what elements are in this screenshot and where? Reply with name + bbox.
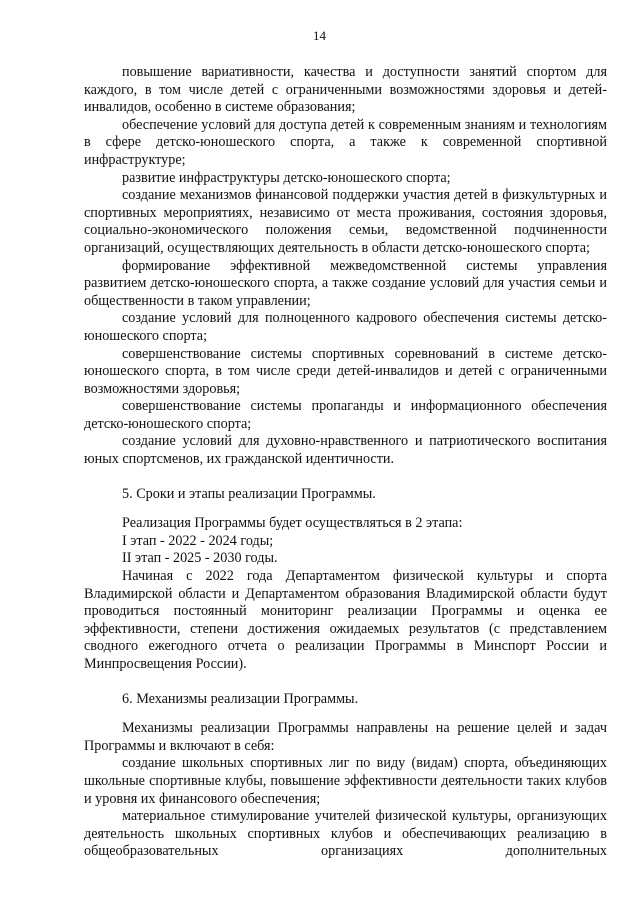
section-heading: 6. Механизмы реализации Программы.	[122, 690, 359, 707]
list-item: создание школьных спортивных лиг по виду (видам) спорта, объединяющих школьные спортивные клубы, повышение эффективности деятельности таких клубов и уровня их финансового обеспечения;	[84, 755, 607, 807]
list-item: совершенствование системы пропаганды и информационного обеспечения детско-юношеского спорта;	[84, 398, 607, 432]
paragraph: Реализация Программы будет осуществляться в 2 этапа:	[122, 515, 463, 532]
paragraph: Начиная с 2022 года Департаментом физической культуры и спорта Владимирской области и Департаментом образования Владимирской области будут проводиться постоянный мониторинг реализации Программы и оценка ее эффективности, степени достижения ожидаемых результатов (с представлением сводного ежегодного отчета о реализации Программы в Минспорт России и Минпросвещения России).	[84, 568, 607, 672]
list-item: совершенствование системы спортивных соревнований в системе детско-юношеского спорта, в том числе среди детей-инвалидов и детей с ограниченными возможностями здоровья;	[84, 345, 607, 397]
list-item: формирование эффективной межведомственной системы управления развитием детско-юношеского спорта, а также создание условий для участия семьи и общественности в таком управлении;	[84, 257, 607, 309]
list-item: создание механизмов финансовой поддержки участия детей в физкультурных и спортивных мероприятиях, независимо от места проживания, состояния здоровья, социально-экономического положения семьи, ведомственной подчиненности организаций, осуществляющих деятельность в области детско-юношеского спорта;	[84, 187, 607, 256]
paragraph: Механизмы реализации Программы направлены на решение целей и задач Программы и включают в себя:	[84, 720, 607, 754]
list-item: создание условий для полноценного кадрового обеспечения системы детско-юношеского спорта;	[84, 310, 607, 344]
stage-line: II этап - 2025 - 2030 годы.	[122, 550, 278, 567]
list-item: создание условий для духовно-нравственного и патриотического воспитания юных спортсменов, их гражданской идентичности.	[84, 433, 607, 468]
page-number: 14	[313, 28, 326, 43]
list-item: материальное стимулирование учителей физической культуры, организующих деятельность школьных спортивных клубов и обеспечивающих реализацию в общеобразовательных организациях дополнительных	[84, 808, 607, 860]
stage-line: I этап - 2022 - 2024 годы;	[122, 532, 274, 549]
list-item: обеспечение условий для доступа детей к современным знаниям и технологиям в сфере детско-юношеского спорта, а также к современной спортивной инфраструктуре;	[84, 116, 607, 168]
list-item: повышение вариативности, качества и доступности занятий спортом для каждого, в том числе детей с ограниченными возможностями здоровья и детей-инвалидов, особенно в системе образования;	[84, 64, 607, 116]
page-body	[84, 64, 607, 861]
section-heading: 5. Сроки и этапы реализации Программы.	[122, 485, 376, 502]
list-item: развитие инфраструктуры детско-юношеского спорта;	[122, 169, 451, 186]
